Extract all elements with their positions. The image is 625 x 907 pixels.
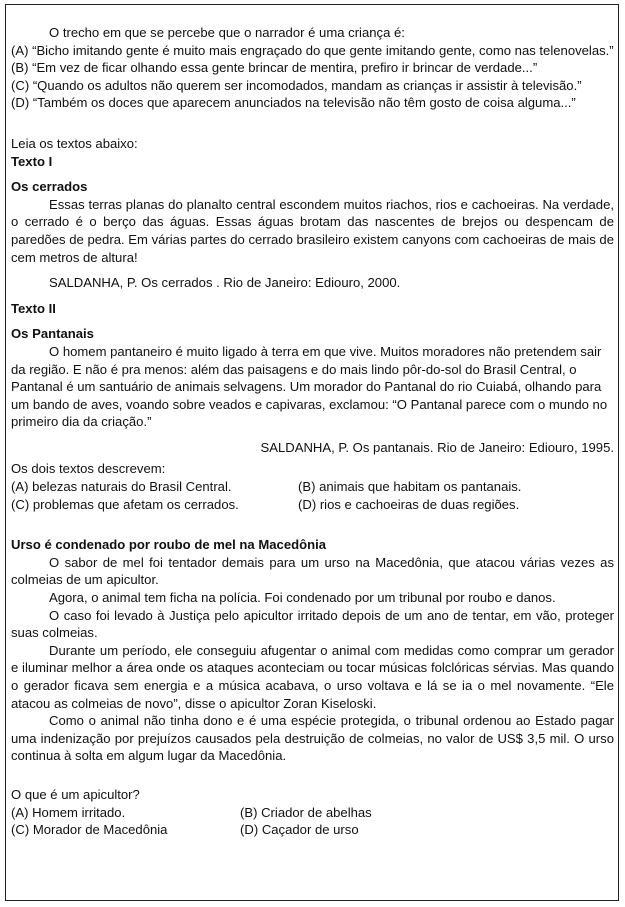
question-2-intro: Leia os textos abaixo: <box>11 135 138 151</box>
texto-1-label: Texto I <box>11 153 53 169</box>
article-paragraph-4: Durante um período, ele conseguiu afugentar o animal com medidas como comprar um gerador e iluminar melhor a área onde os ataques aconteciam ou tocar músicas folclóricas sérvias. Mas quando o gerador ficava sem energia e a música acabava, o urso voltava e lá se ia o mel novamente. “Ele atacou as colmeias de novo”, disse o apicultor Zoran Kiseloski. <box>11 642 614 711</box>
question-3 <box>11 536 614 839</box>
question-3-option-d: (D) Caçador de urso <box>240 822 359 838</box>
question-3-option-a: (A) Homem irritado. <box>11 804 126 820</box>
texto-2-title: Os Pantanais <box>11 326 94 342</box>
article-title: Urso é condenado por roubo de mel na Macedônia <box>11 537 327 553</box>
question-1-option-a: (A) “Bicho imitando gente é muito mais engraçado do que gente imitando gente, como nas telenovelas.” <box>11 42 614 58</box>
article-paragraph-2: Agora, o animal tem ficha na polícia. Foi condenado por um tribunal por roubo e danos. <box>49 590 556 606</box>
question-2-options-row-1 <box>11 478 614 496</box>
question-2 <box>11 135 614 513</box>
texto-1-body: Essas terras planas do planalto central escondem muitos riachos, rios e cachoeiras. Na verdade, o cerrado é o berço das águas. Essas águas brotam das nascentes de brejos ou despencam de paredões de pedra. Em várias partes do cerrado brasileiro existem canyons com cachoeiras de mais de cem metros de altura! <box>11 196 614 265</box>
question-2-option-d: (D) rios e cachoeiras de duas regiões. <box>298 496 520 512</box>
texto-1-citation: SALDANHA, P. Os cerrados . Rio de Janeiro: Ediouro, 2000. <box>49 275 401 291</box>
question-2-option-a: (A) belezas naturais do Brasil Central. <box>11 479 232 495</box>
question-2-option-b: (B) animais que habitam os pantanais. <box>298 479 522 495</box>
question-3-option-c: (C) Morador de Macedônia <box>11 822 168 838</box>
question-1-option-c: (C) “Quando os adultos não querem ser incomodados, mandam as crianças ir assistir à televisão.” <box>11 77 582 93</box>
question-3-option-b: (B) Criador de abelhas <box>240 804 372 820</box>
question-2-options-row-2 <box>11 496 614 514</box>
question-1 <box>11 24 614 112</box>
question-3-options-row-2 <box>11 821 614 839</box>
texto-2-citation: SALDANHA, P. Os pantanais. Rio de Janeiro: Ediouro, 1995. <box>260 439 614 455</box>
texto-2-label: Texto II <box>11 300 56 316</box>
article-paragraph-5: Como o animal não tinha dono e é uma espécie protegida, o tribunal ordenou ao Estado pagar uma indenização por prejuízos causados pela destruição de colmeias, no valor de US$ 3,5 mil. O urso continua à solta em algum lugar da Macedônia. <box>11 713 614 764</box>
question-2-option-c: (C) problemas que afetam os cerrados. <box>11 496 239 512</box>
question-1-stem: O trecho em que se percebe que o narrador é uma criança é: <box>49 25 405 40</box>
texto-1-title: Os cerrados <box>11 179 88 195</box>
article-paragraph-1: O sabor de mel foi tentador demais para um urso na Macedônia, que atacou várias vezes as colmeias de um apicultor. <box>11 554 614 588</box>
question-1-option-d: (D) “Também os doces que aparecem anunciados na televisão não têm gosto de coisa alguma...” <box>11 95 576 111</box>
document-content <box>11 24 614 839</box>
article-paragraph-3: O caso foi levado à Justiça pelo apicultor irritado depois de um ano de tentar, em vão, proteger suas colmeias. <box>11 607 614 641</box>
question-3-stem: O que é um apicultor? <box>11 786 140 802</box>
question-2-stem: Os dois textos descrevem: <box>11 461 166 477</box>
question-3-options-row-1 <box>11 804 614 822</box>
question-1-option-b: (B) “Em vez de ficar olhando essa gente brincar de mentira, prefiro ir brincar de verdade...” <box>11 60 538 76</box>
texto-2-body: O homem pantaneiro é muito ligado à terra em que vive. Muitos moradores não pretendem sair da região. E não é pra menos: além das paisagens e do mais lindo pôr-do-sol do Brasil Central, o Pantanal é um santuário de animais selvagens. Um morador do Pantanal do rio Cuiabá, olhando para um bando de aves, voando sobre veados e capivaras, exclamou: “O Pantanal parece com o mundo no primeiro dia da criação.” <box>11 343 608 430</box>
